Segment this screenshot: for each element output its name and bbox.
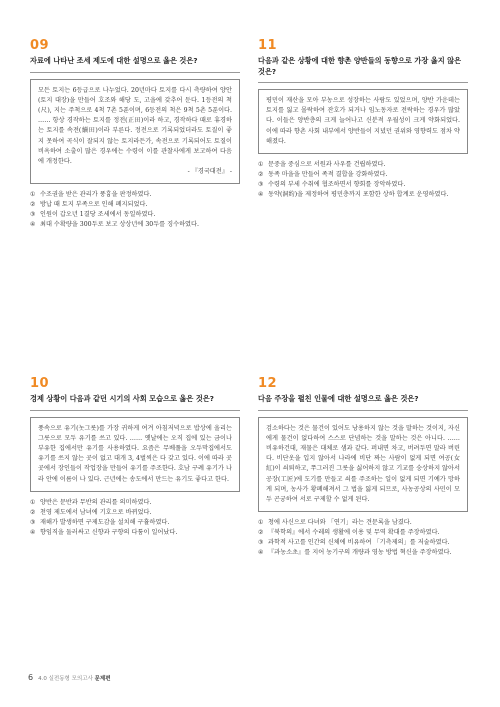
choice-4[interactable]: ④ 향임직을 둘러싸고 신향과 구향의 다툼이 일어났다. (30, 528, 178, 536)
choice-3[interactable]: ③ 과학적 사고를 인간의 신체에 비유하여 「기측제의」를 저술하였다. (258, 539, 450, 547)
question-number: 12 (258, 376, 278, 391)
choice-1[interactable]: ① 문중을 중심으로 서원과 사우를 건립하였다. (258, 161, 386, 169)
choice-2[interactable]: ② 동족 마을을 만들어 족적 결합을 강화하였다. (258, 171, 388, 179)
passage-text: 평민이 재산을 모아 부농으로 성장하는 사람도 있었으며, 양반 가운데는 토지를 잃고 몰락하여 잔호가 되거나 임노동자로 전락하는 경우가 많았다. 이들은 양반층의 크게 늘어나고 신분적 우월성이 크게 약화되었다. 이에 따라 향촌 사회 내부에서 양반들이 지녔던 권위와 영향력도 점차 약해졌다. (266, 97, 460, 145)
choice-list (258, 160, 468, 200)
choice-list (30, 190, 240, 230)
question-number: 10 (30, 376, 50, 391)
passage-text: 풍속으로 유기(놋그릇)를 가장 귀하게 여겨 아침저녁으로 밥상에 올리는 그릇으로 모두 유기를 쓰고 있다. …… 옛날에는 오직 집에 있는 금이나 부유한 집에서만 유기를 사용하였다. 요즘은 무베풀을 오두막집에서도 유기를 쓰지 않는 곳이 없고 대개 3, 4벌씩은 다 갖고 있다. 이에 따라 곳곳에서 장인들이 작업장을 만들어 유기를 주조한다. 호남 구례 유기가 나라 안에 이름이 나 있다. 근년에는 송도에서 만드는 유기도 좋다고 한다. (38, 424, 232, 483)
question-title: 다음과 같은 상황에 대한 향촌 양반들의 동향으로 가장 옳지 않은 것은? (258, 56, 468, 83)
choice-4[interactable]: ④ 최대 수확량을 300두로 보고 상상년에 30두를 징수하였다. (30, 221, 199, 229)
passage-box (30, 79, 240, 185)
question-number: 11 (258, 38, 278, 53)
question-number: 09 (30, 38, 50, 53)
passage-text: 검소하다는 것은 물건이 있어도 낭용하지 않는 것을 말하는 것이지, 자신에게 물건이 없다하여 스스로 단념하는 것을 말하는 것은 아니다. …… 비유하건대, 재물은 대체로 샘과 같다. 퍼내면 차고, 버려두면 말라 버린다. 비단옷을 입지 않아서 나라에 비단 짜는 사람이 없게 되면 여공(女紅)이 쇠퇴하고, 쭈그러진 그릇을 싫어하지 않고 기교를 숭상하지 않아서 공장(工匠)에 도기를 만들고 쇠를 주조하는 일이 없게 되면 기예가 망하게 되며, 농사가 황폐해져서 그 법을 잃게 되므로, 사농공상의 사민이 모두 곤궁하여 서로 구제할 수 없게 된다. (266, 424, 460, 503)
choice-2[interactable]: ② 방납 때 토지 부족으로 인해 폐지되었다. (30, 201, 148, 209)
passage-box (258, 417, 468, 513)
question-10 (30, 376, 240, 538)
choice-1[interactable]: ① 양반은 문반과 무반의 관리를 의미하였다. (30, 498, 152, 506)
passage-text: 모든 토지는 6등급으로 나누었다. 20년마다 토지를 다시 측량하여 양안(토지 대장)을 만들어 호조와 해당 도, 고을에 갖추어 둔다. 1등전의 척(尺), 지는 주척으로 4척 7촌 5푼이며, 6등전의 척은 9척 5촌 5푼이다. …… 항상 경작하는 토지를 정전(正田)이라 하고, 경작하다 때로 휴경하는 토지를 속전(續田)이라 부른다. 정전으로 기록되었더라도 토질이 좋지 못하여 곡식이 잘되지 않는 토지라든가, 속전으로 기록되어도 토질이 비옥하여 소출이 많은 경우에는 수령이 이를 관찰사에게 보고하여 다음에 개정한다. (38, 86, 232, 165)
question-12 (258, 376, 468, 558)
page-number: 6 (28, 673, 34, 682)
question-title: 자료에 나타난 조세 제도에 대한 설명으로 옳은 것은? (30, 56, 240, 73)
choice-2[interactable]: ② 『북학의』에서 수레의 생활에 이용 및 무역 확대를 주장하였다. (258, 529, 440, 537)
choice-4[interactable]: ④ 동약(洞約)을 제정하여 평민층까지 포함한 상하 합계로 운영하였다. (258, 191, 449, 199)
question-09 (30, 38, 240, 230)
choice-list (30, 498, 240, 538)
question-title: 경제 상황이 다음과 같던 시기의 사회 모습으로 옳은 것은? (30, 394, 240, 411)
choice-3[interactable]: ③ 인원이 갑오년 1결당 조세에서 동일하였다. (30, 211, 156, 219)
choice-3[interactable]: ③ 재해가 발생하면 구제도감을 설치해 구휼하였다. (30, 518, 170, 526)
choice-1[interactable]: ① 수조권을 받은 관리가 풍흉을 판정하였다. (30, 191, 152, 199)
choice-3[interactable]: ③ 수령의 부세 수취에 협조하면서 향회를 장악하였다. (258, 181, 406, 189)
choice-2[interactable]: ② 천영 제도에서 남녀에 기호으로 바뀌었다. (30, 508, 152, 516)
choice-list (258, 518, 468, 558)
page-footer (28, 673, 111, 682)
choice-1[interactable]: ① 청에 사신으로 다녀와 「연기」라는 견문록을 남겼다. (258, 519, 412, 527)
choice-4[interactable]: ④ 『과농소초』를 지어 농기구의 개량과 영농 방법 혁신을 주장하였다. (258, 549, 452, 557)
question-11 (258, 38, 468, 200)
passage-box (258, 89, 468, 154)
passage-box (30, 417, 240, 492)
passage-source: - 『경국대전』 - (187, 168, 232, 176)
question-title: 다음 주장을 펼친 인물에 대한 설명으로 옳은 것은? (258, 394, 468, 411)
book-title: 4.0 실전동형 모의고사 문제편 (38, 675, 111, 682)
